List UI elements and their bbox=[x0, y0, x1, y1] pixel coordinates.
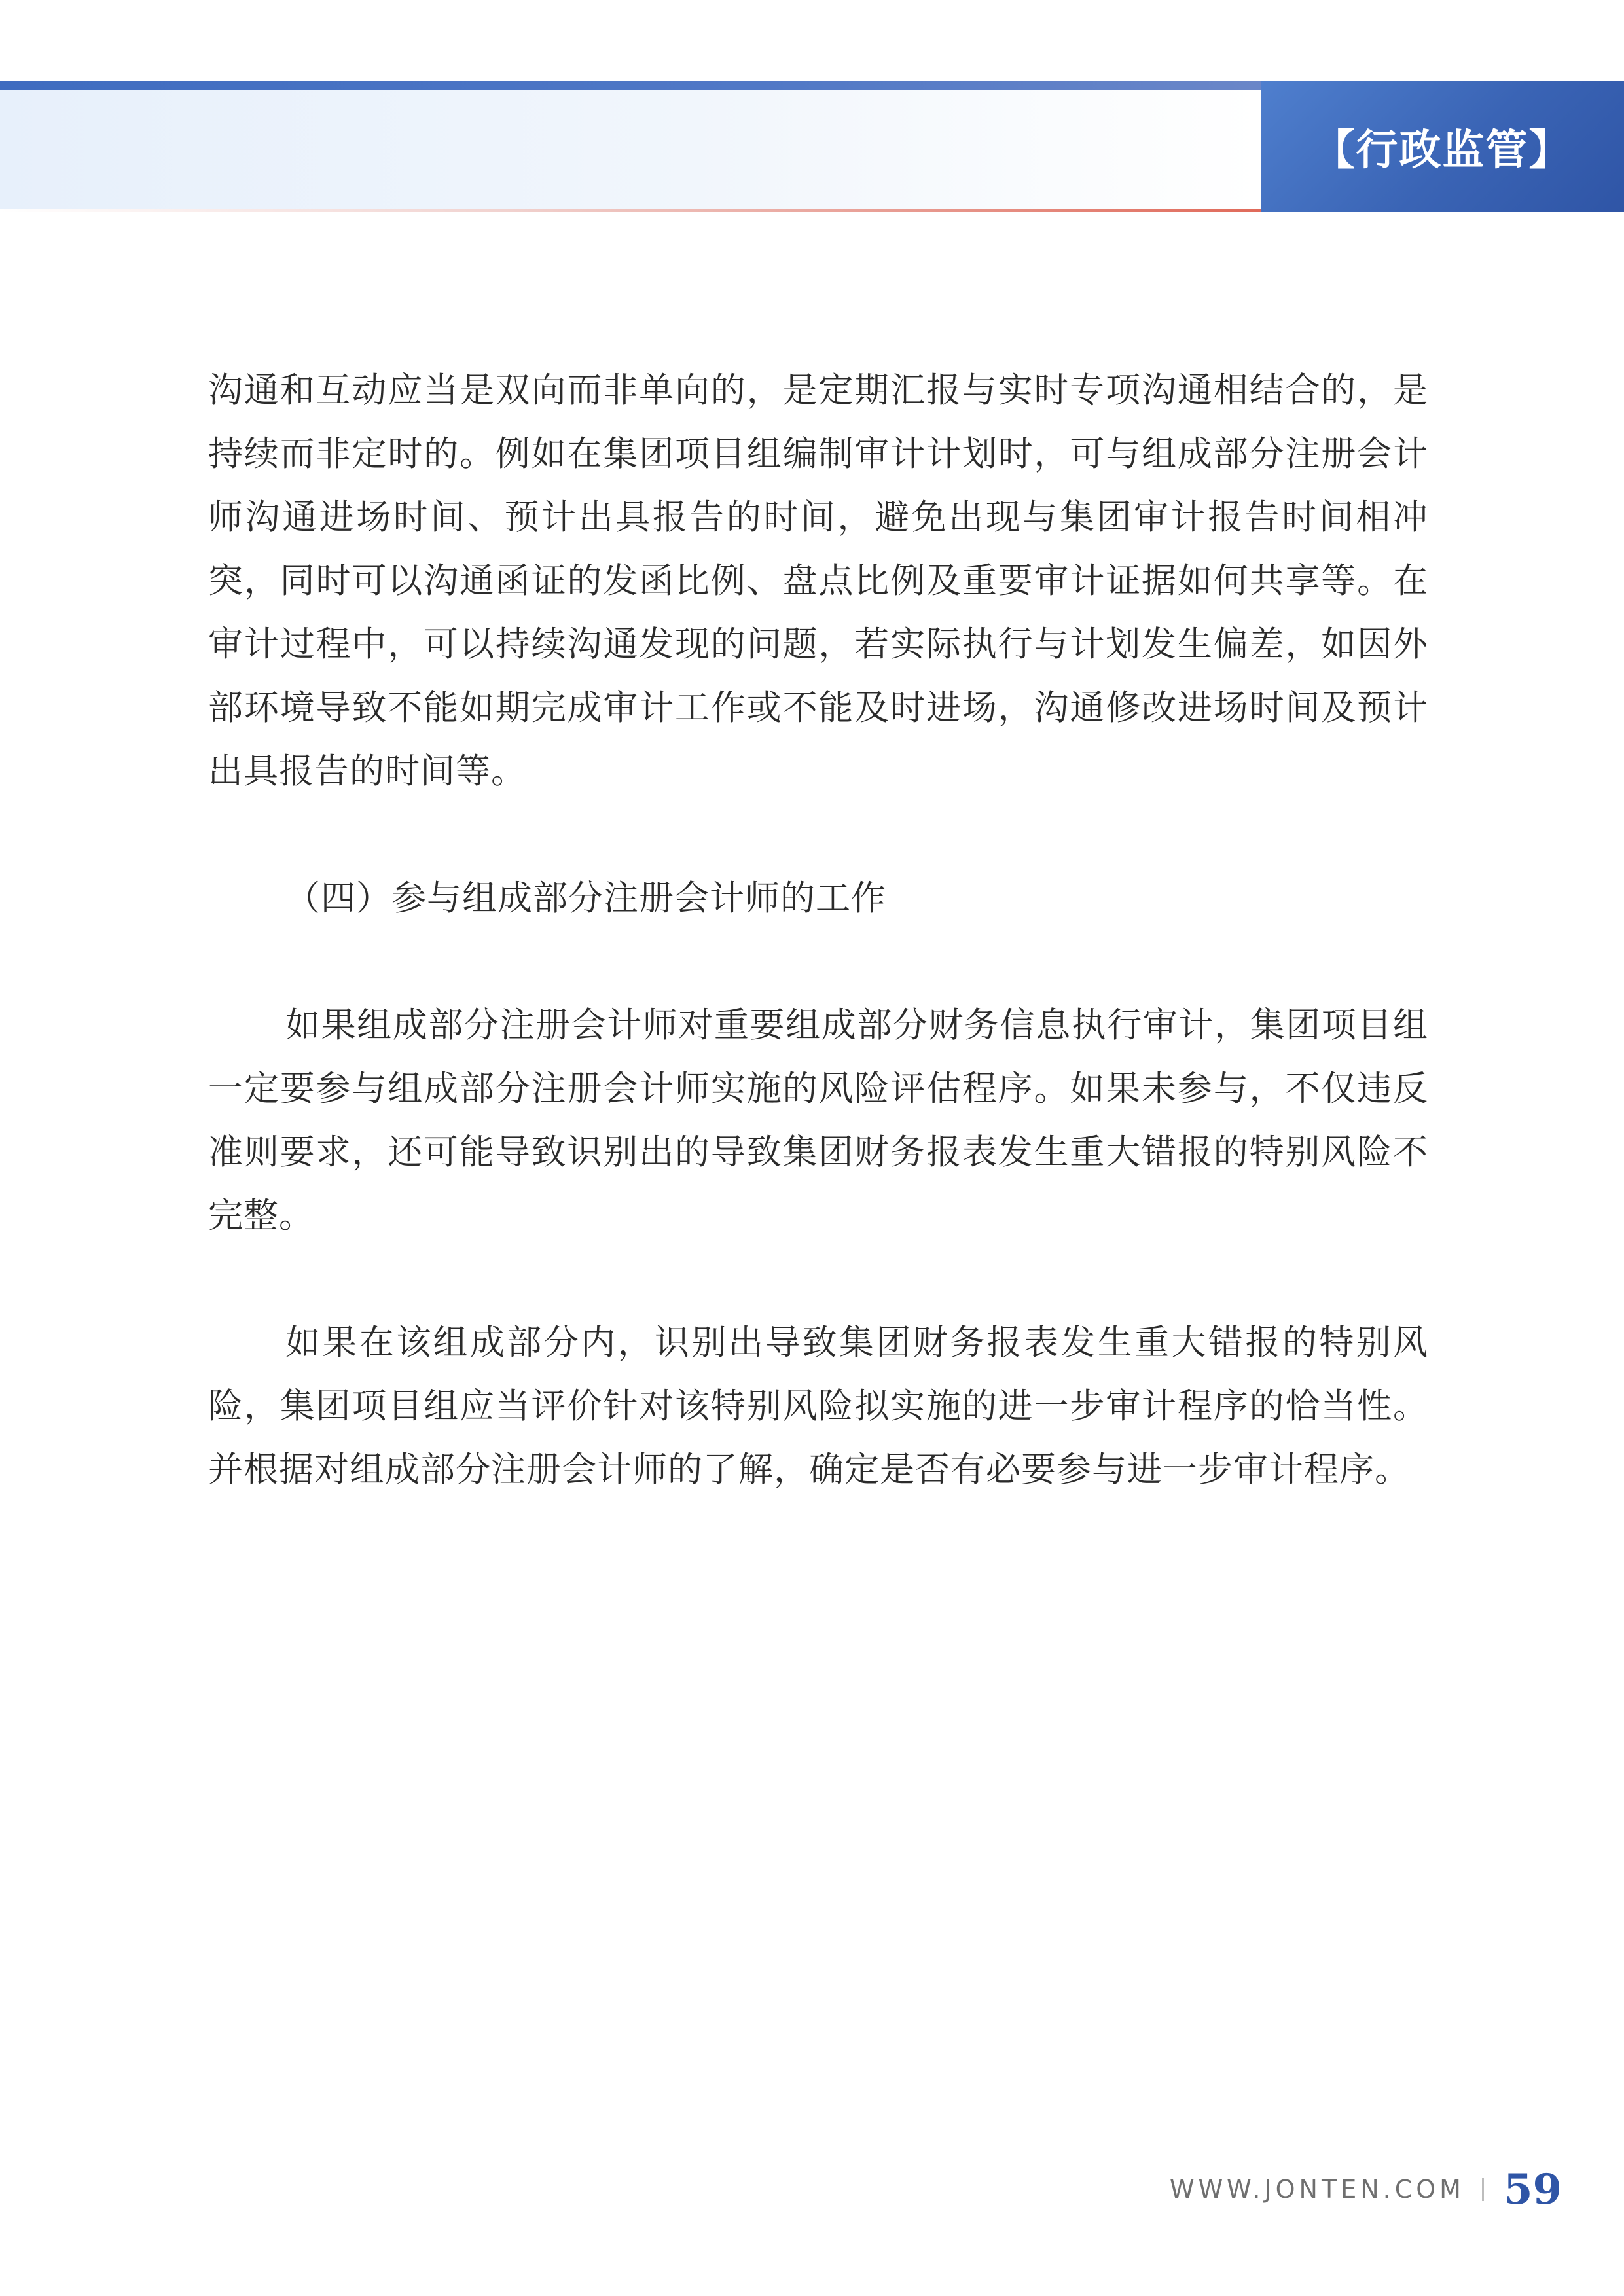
header-band bbox=[0, 90, 1261, 209]
page-number: 59 bbox=[1503, 2164, 1562, 2214]
footer-divider bbox=[1482, 2178, 1484, 2201]
footer-website: WWW.JONTEN.COM bbox=[1170, 2175, 1465, 2204]
paragraph-continuation: 沟通和互动应当是双向而非单向的，是定期汇报与实时专项沟通相结合的，是持续而非定时的。例如在集团项目组编制审计计划时，可与组成部分注册会计师沟通进场时间、预计出具报告的时间，避免出现与集团审计报告时间相冲突，同时可以沟通函证的发函比例、盘点比例及重要审计证据如何共享等。在审计过程中，可以持续沟通发现的问题，若实际执行与计划发生偏差，如因外部环境导致不能如期完成审计工作或不能及时进场，沟通修改进场时间及预计出具报告的时间等。 bbox=[208, 370, 1428, 791]
section-tab bbox=[1261, 81, 1624, 212]
header-underline bbox=[0, 209, 1261, 212]
section-label: 【行政监管】 bbox=[1312, 126, 1572, 175]
page-footer bbox=[1170, 2153, 1562, 2225]
article-body bbox=[208, 359, 1428, 1501]
subsection-heading: （四）参与组成部分注册会计师的工作 bbox=[285, 878, 886, 918]
paragraph: 如果在该组成部分内，识别出导致集团财务报表发生重大错报的特别风险，集团项目组应当评价针对该特别风险拟实施的进一步审计程序的恰当性。并根据对组成部分注册会计师的了解，确定是否有必要参与进一步审计程序。 bbox=[208, 1323, 1428, 1490]
paragraph: 如果组成部分注册会计师对重要组成部分财务信息执行审计，集团项目组一定要参与组成部分注册会计师实施的风险评估程序。如果未参与，不仅违反准则要求，还可能导致识别出的导致集团财务报表发生重大错报的特别风险不完整。 bbox=[208, 1005, 1428, 1236]
header-top-rule bbox=[0, 81, 1261, 90]
